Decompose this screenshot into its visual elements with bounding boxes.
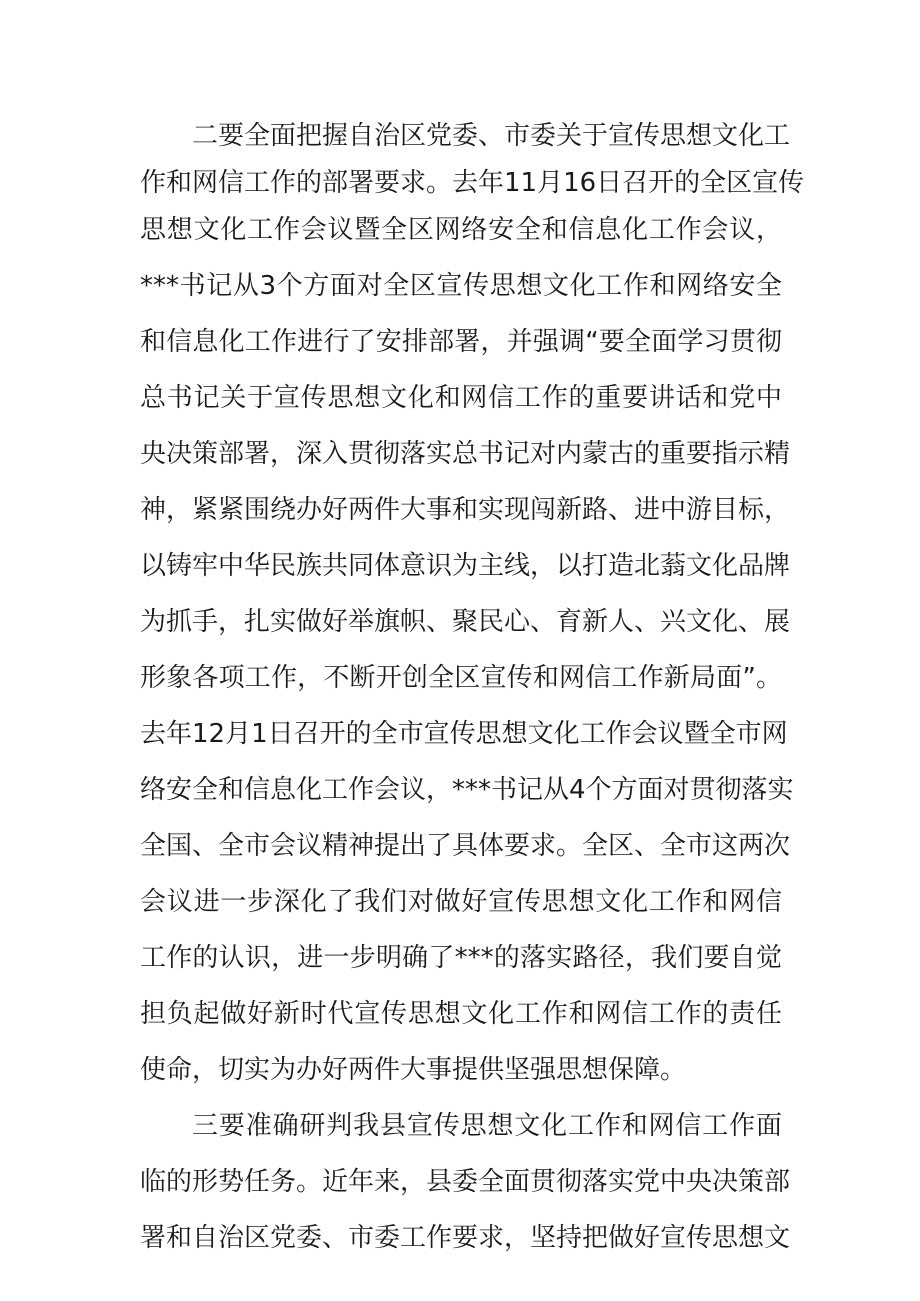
paragraph-2-line-3: 署和自治区党委、市委工作要求，坚持把做好宣传思想文 [140, 1223, 791, 1253]
paragraph-1-line-15: 会议进一步深化了我们对做好宣传思想文化工作和网信 [140, 887, 782, 917]
paragraph-1-line-9: 以铸牢中华民族共同体意识为主线，以打造北蓊文化品牌 [140, 551, 791, 581]
paragraph-2-line-2: 临的形势任务。近年来，县委全面贯彻落实党中央决策部 [140, 1167, 791, 1197]
paragraph-1-line-12: 去年12月1日召开的全市宣传思想文化工作会议暨全市网 [140, 719, 788, 749]
paragraph-2-line-1: 三要准确研判我县宣传思想文化工作和网信工作面 [192, 1111, 782, 1141]
paragraph-1-line-2: 作和网信工作的部署要求。去年11月16日召开的全区宣传 [140, 168, 805, 198]
paragraph-1-line-6: 总书记关于宣传思想文化和网信工作的重要讲话和党中 [140, 383, 782, 413]
paragraph-1-line-5: 和信息化工作进行了安排部署，并强调“要全面学习贯彻 [140, 327, 782, 357]
paragraph-1-line-4: ***书记从3个方面对全区宣传思想文化工作和网络安全 [140, 271, 782, 301]
paragraph-1-line-11: 形象各项工作，不断开创全区宣传和网信工作新局面”。 [140, 663, 782, 693]
paragraph-1-line-10: 为抓手，扎实做好举旗帜、聚民心、育新人、兴文化、展 [140, 607, 791, 637]
paragraph-1-line-18: 使命，切实为办好两件大事提供坚强思想保障。 [140, 1055, 687, 1085]
paragraph-1-line-1: 二要全面把握自治区党委、市委关于宣传思想文化工 [192, 121, 791, 151]
paragraph-1-line-16: 工作的认识，进一步明确了***的落实路径，我们要自觉 [140, 943, 782, 973]
paragraph-1-line-7: 央决策部署，深入贯彻落实总书记对内蒙古的重要指示精 [140, 439, 791, 469]
paragraph-1-line-3: 思想文化工作会议暨全区网络安全和信息化工作会议， [140, 215, 782, 245]
paragraph-1-line-13: 络安全和信息化工作会议，***书记从4个方面对贯彻落实 [140, 775, 794, 805]
paragraph-1-line-8: 神，紧紧围绕办好两件大事和实现闯新路、进中游目标， [140, 495, 791, 525]
paragraph-1-line-17: 担负起做好新时代宣传思想文化工作和网信工作的责任 [140, 999, 782, 1029]
paragraph-1-line-14: 全国、全市会议精神提出了具体要求。全区、全市这两次 [140, 831, 791, 861]
